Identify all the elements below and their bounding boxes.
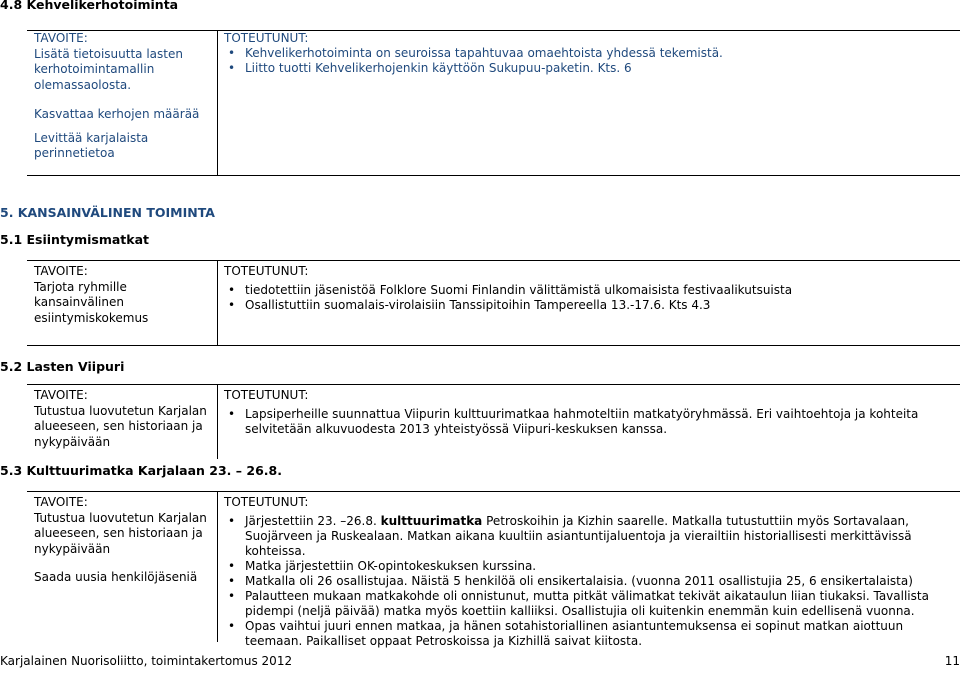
heading-4-8: 4.8 Kehvelikerhotoiminta bbox=[0, 0, 179, 12]
list-item: • Lapsiperheille suunnattua Viipurin kulttuurimatkaa hahmoteltiin matkatyöryhmässä. Eri vaihtoehtoja ja kohteita selvitetään alkuvuodesta 2013 yhteistyössä Viipuri-keskuksen kanssa. bbox=[224, 407, 954, 437]
section-5-3-table bbox=[27, 491, 960, 649]
bold-term: kulttuurimatka bbox=[380, 514, 483, 529]
list-item: • Osallistuttiin suomalais-virolaisiin Tanssipitoihin Tampereella 13.-17.6. Kts 4.3 bbox=[224, 298, 954, 313]
heading-5-3: 5.3 Kulttuurimatka Karjalaan 23. – 26.8. bbox=[0, 463, 282, 478]
goal-text: Lisätä tietoisuutta lasten kerhotoimintamallin olemassaolosta. bbox=[34, 46, 183, 92]
bullet-list bbox=[224, 514, 954, 649]
toteutunut-label: TOTEUTUNUT: bbox=[224, 264, 309, 278]
heading-5-1: 5.1 Esiintymismatkat bbox=[0, 232, 149, 247]
goal-text: Kasvattaa kerhojen määrää bbox=[34, 107, 200, 121]
heading-5: 5. KANSAINVÄLINEN TOIMINTA bbox=[0, 205, 215, 220]
list-item: • Matka järjestettiin OK-opintokeskuksen kurssina. bbox=[224, 559, 954, 574]
list-item bbox=[224, 514, 954, 559]
tavoite-label: TAVOITE: bbox=[34, 495, 88, 509]
section-4-8-table bbox=[27, 30, 960, 176]
section-5-1-table bbox=[27, 260, 960, 346]
list-item: • Liitto tuotti Kehvelikerhojenkin käyttöön Sukupuu-paketin. Kts. 6 bbox=[224, 61, 954, 76]
toteutunut-label: TOTEUTUNUT: bbox=[224, 31, 309, 45]
list-item: • Kehvelikerhotoiminta on seuroissa tapahtuvaa omaehtoista yhdessä tekemistä. bbox=[224, 46, 954, 61]
goal-text: Levittää karjalaista perinnetietoa bbox=[34, 130, 149, 160]
goal-text: Tutustua luovutetun Karjalan alueeseen, sen historiaan ja nykypäivään bbox=[34, 403, 207, 449]
tavoite-label: TAVOITE: bbox=[34, 31, 88, 45]
list-item: • Opas vaihtui juuri ennen matkaa, ja hänen sotahistoriallinen asiantuntemuksensa ei sopinut matkan aiottuun teemaan. Paikalliset oppaat Petroskoissa ja Kizhillä saivat kiitosta. bbox=[224, 619, 954, 649]
footer-text: Karjalainen Nuorisoliitto, toimintakertomus 2012 bbox=[0, 654, 293, 668]
tavoite-label: TAVOITE: bbox=[34, 264, 88, 278]
heading-5-2: 5.2 Lasten Viipuri bbox=[0, 359, 125, 374]
toteutunut-label: TOTEUTUNUT: bbox=[224, 495, 309, 509]
goal-text: Tarjota ryhmille kansainvälinen esiintymiskokemus bbox=[34, 279, 149, 325]
bullet-text: Petroskoihin ja Kizhin saarelle. Matkalla tutustuttiin myös Sortavalaan, Suojärveen ja Ruskealaan. Matkan aikana kuultiin asiantuntijaluentoja ja vierailtiin historiallisesti merkittävissä kohteissa. bbox=[245, 514, 912, 559]
goal-text: Saada uusia henkilöjäseniä bbox=[34, 570, 198, 584]
bullet-list bbox=[224, 407, 954, 437]
list-item: • Matkalla oli 26 osallistujaa. Näistä 5 henkilöä oli ensikertalaisia. (vuonna 2011 osallistujia 25, 6 ensikertalaista) bbox=[224, 574, 954, 589]
list-item: • tiedotettiin jäsenistöä Folklore Suomi Finlandin välittämistä ulkomaisista festivaalikutsuista bbox=[224, 283, 954, 298]
toteutunut-label: TOTEUTUNUT: bbox=[224, 388, 309, 402]
tavoite-label: TAVOITE: bbox=[34, 388, 88, 402]
bullet-list bbox=[224, 283, 954, 313]
section-5-2-table bbox=[27, 384, 960, 459]
goal-text: Tutustua luovutetun Karjalan alueeseen, sen historiaan ja nykypäivään bbox=[34, 510, 207, 556]
bullet-text: Järjestettiin 23. –26.8. bbox=[245, 514, 381, 529]
footer bbox=[0, 654, 960, 668]
bullet-list bbox=[224, 46, 954, 76]
list-item: • Palautteen mukaan matkakohde oli onnistunut, mutta pitkät välimatkat tekivät aikataulun liian tiukaksi. Tavallista pidempi (neljä päivää) matka myös koettiin kalliiksi. Osallistujia oli kuitenkin enemmän kuin edellisenä vuonna. bbox=[224, 589, 954, 619]
page-number: 11 bbox=[944, 654, 960, 668]
